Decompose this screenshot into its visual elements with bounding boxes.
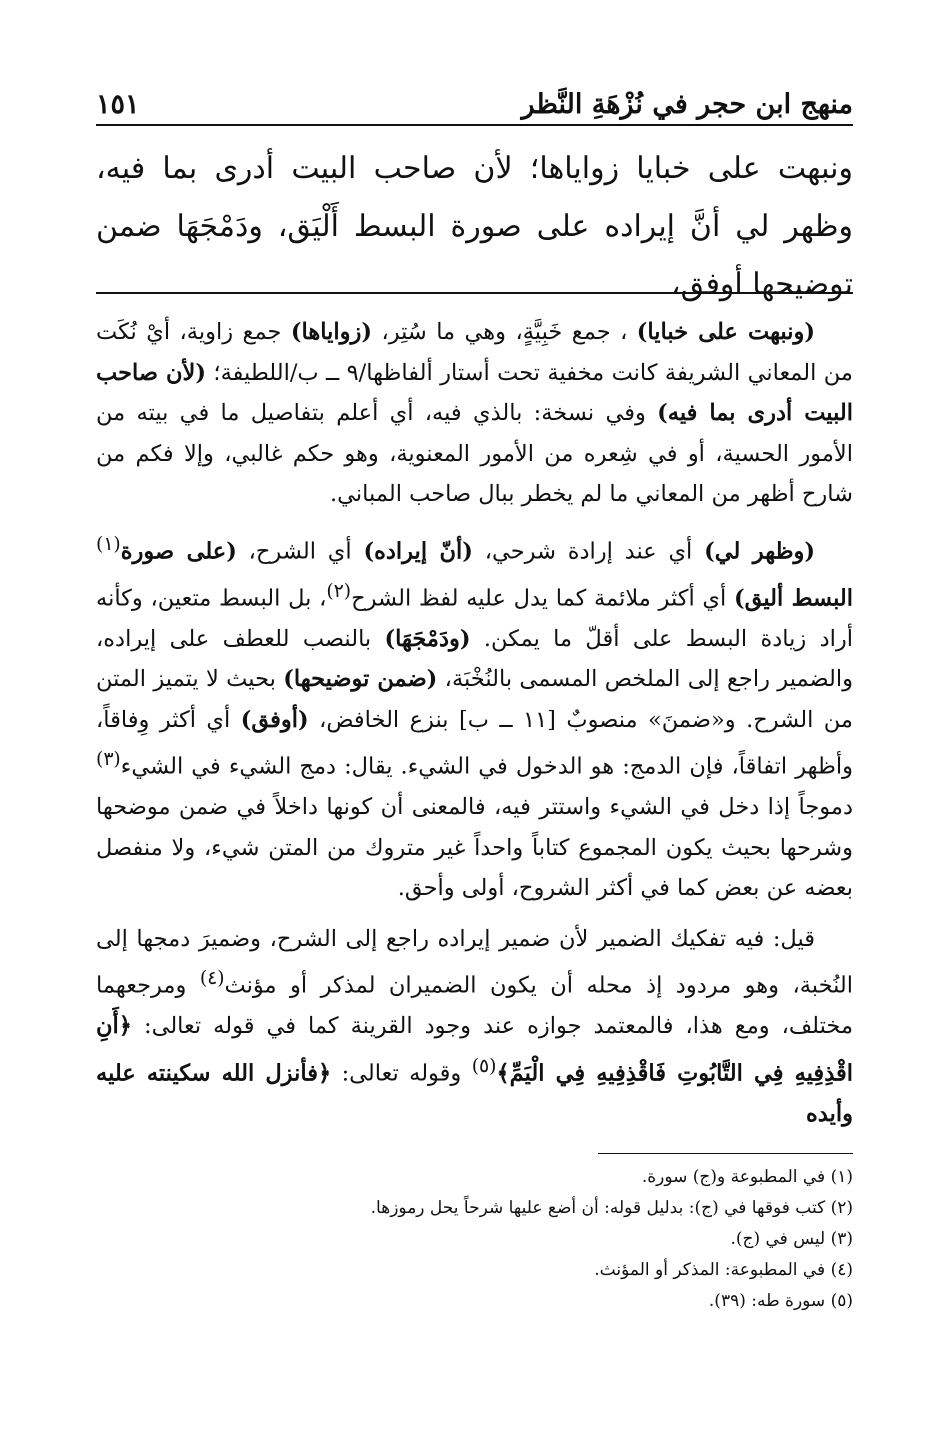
- running-title: منهج ابن حجر في نُزْهَةِ النَّظر: [521, 89, 853, 120]
- quoted-phrase: البسط أليق): [733, 585, 854, 611]
- footnote-ref: (٢): [326, 580, 352, 602]
- commentary-text: ، بل البسط متعين، وكأنه أراد زيادة البسط على أقلّ ما يمكن.: [96, 585, 853, 652]
- commentary-text: وقوله تعالى:: [331, 1060, 472, 1086]
- footnote-ref: (١): [96, 533, 121, 555]
- commentary-text: دموجاً إذا دخل في الشيء واستتر فيه، فالمعنى أن كونها داخلاً في ضمن موضحها وشرحها بحيث يكون المجموع كتاباً واحداً غير متروك من المتن شيء، ولا منفصل بعضه عن بعض كما في أكثر الشروح، أولى وأحق.: [96, 794, 853, 901]
- commentary-text: جمع زاوية، أيْ نُكَت من المعاني الشريفة كانت مخفية تحت أستار ألفاظها/٩ ــ ب/اللطيفة؛: [96, 319, 853, 386]
- main-text: ونبهت على خبايا زواياها؛ لأن صاحب البيت أدرى بما فيه، وظهر لي أنَّ إيراده على صورة البسط أَلْيَق، ودَمْجَهَا ضمن توضيحها أوفق،: [96, 151, 853, 302]
- quoted-phrase: (وظهر لي): [704, 538, 816, 564]
- footnote: (٤) في المطبوعة: المذكر أو المؤنث.: [594, 1260, 853, 1280]
- footnote: (٢) كتب فوقها في (ج): بدليل قوله: أن أضع عليها شرحاً يحل رموزها.: [370, 1198, 853, 1218]
- commentary-text: وفي نسخة: بالذي فيه، أي أعلم بتفاصيل ما في بيته من الأمور الحسية، أو في شِعره من الأمور المعنوية، وهو حكم غالبي، وإلا فكم من شارح أظهر من المعاني ما لم يخطر ببال صاحب المباني.: [96, 400, 853, 507]
- quran-quote: ﴿فأنزل الله سكينته عليه وأيده: [96, 1060, 853, 1127]
- quoted-phrase: (ودَمْجَهَا): [384, 625, 471, 652]
- footnote-ref: (٣): [96, 749, 121, 770]
- quoted-phrase: (ضمن توضيحها): [283, 666, 438, 692]
- footnote-ref: (٤): [199, 968, 225, 989]
- running-header: [96, 72, 853, 126]
- footnotes: [96, 1162, 853, 1317]
- footnote: (١) في المطبوعة و(ج) سورة.: [641, 1167, 853, 1187]
- commentary-text: أي أكثر وِفاقاً، وأظهر اتفاقاً، فإن الدمج: هو الدخول في الشيء. يقال: دمج الشيء في الشيء: [96, 706, 853, 780]
- footnote: (٣) ليس في (ج).: [730, 1229, 853, 1249]
- quoted-phrase: (أوفق): [240, 706, 309, 733]
- commentary-text: أي أكثر ملائمة كما يدل عليه لفظ الشرح: [351, 585, 734, 611]
- quoted-phrase: (على صورة: [120, 538, 237, 564]
- commentary-paragraph-1: [96, 312, 853, 515]
- commentary-text: بالنصب للعطف على إيراده، والضمير راجع إلى الملخص المسمى بالنُخْبَة،: [96, 625, 853, 692]
- quoted-phrase: (زواياها): [290, 319, 372, 345]
- commentary-text: ، جمع خَبِيَّةٍ، وهي ما سُتِر،: [372, 319, 637, 345]
- quoted-phrase: (لأن صاحب البيت أدرى بما فيه): [96, 359, 853, 426]
- footnote-ref: (٥): [471, 1055, 497, 1077]
- commentary-text: أي عند إرادة شرحي،: [472, 538, 705, 564]
- text-separator: [96, 292, 853, 294]
- commentary-paragraph-3: [96, 919, 853, 1135]
- quoted-phrase: (ونبهت على خبايا): [636, 319, 815, 345]
- commentary-text: بحيث لا يتميز المتن من الشرح. و«ضمنَ» منصوبٌ [١١ ــ ب] بنزع الخافض،: [96, 666, 853, 733]
- footnote-separator: [598, 1153, 853, 1154]
- page-number: ١٥١: [96, 89, 140, 120]
- footnote: (٥) سورة طه: (٣٩).: [708, 1291, 853, 1311]
- commentary-text: ومرجعهما مختلف، ومع هذا، فالمعتمد جوازه عند وجود القرينة كما في قوله تعالى:: [96, 972, 853, 1039]
- quoted-phrase: (أنّ إيراده): [363, 538, 473, 564]
- commentary-text: قيل: فيه تفكيك الضمير لأن ضمير إيراده راجع إلى الشرح، وضميرَ دمجها إلى النُخبة، وهو مردود إذ محله أن يكون الضميران لمذكر أو مؤنث: [96, 925, 854, 999]
- commentary-text: أي الشرح،: [236, 538, 364, 564]
- commentary: [96, 312, 853, 1144]
- quran-quote: ﴿أَنِ اقْذِفِيهِ فِي التَّابُوتِ فَاقْذِفِيهِ فِي الْيَمِّ﴾: [96, 1013, 854, 1086]
- commentary-paragraph-2: [96, 525, 853, 909]
